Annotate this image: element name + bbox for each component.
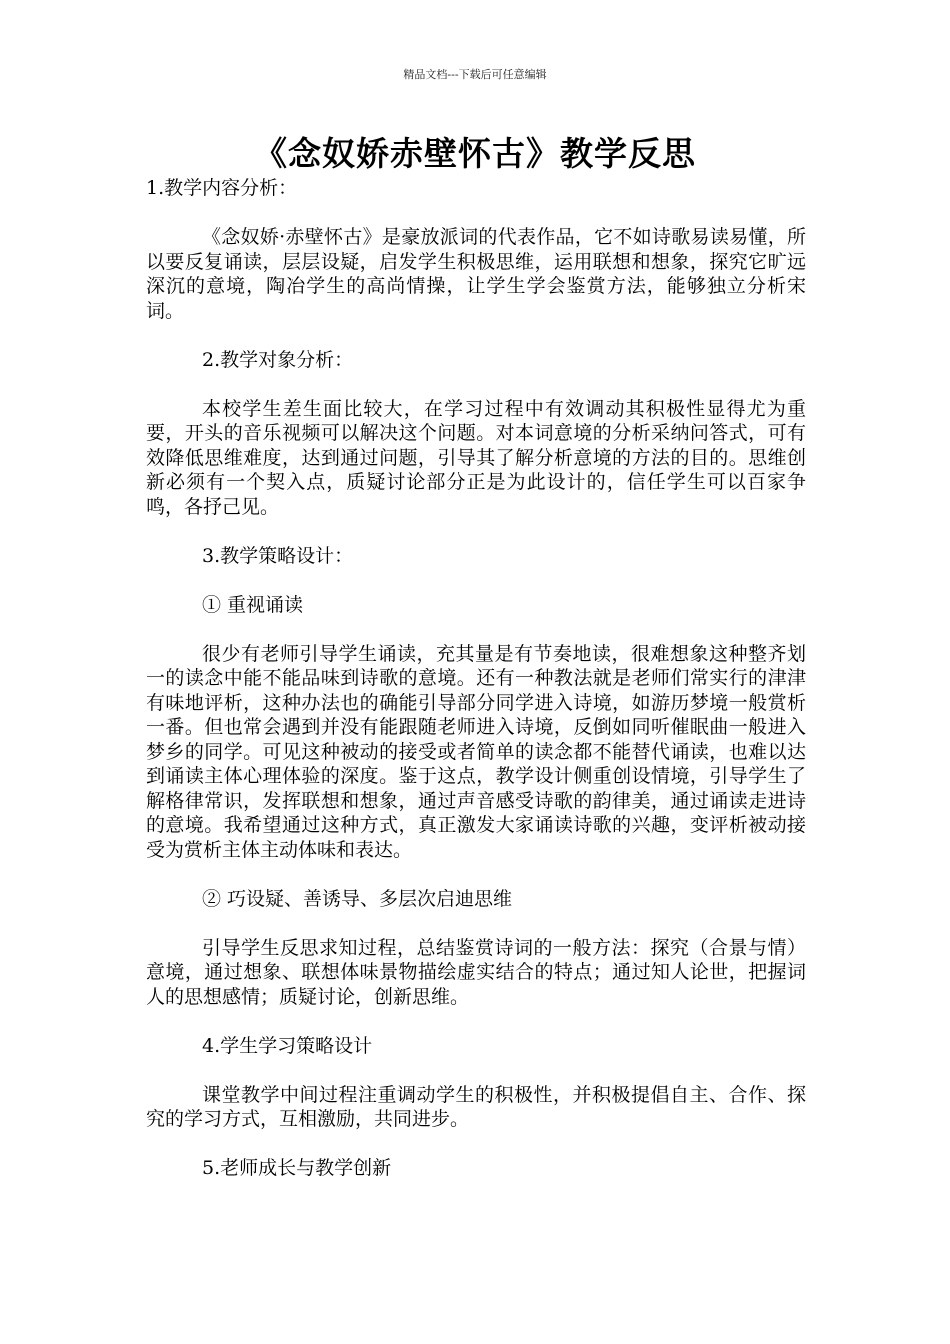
section-heading-content-analysis: 1.教学内容分析： [146, 177, 298, 199]
section-heading-audience-analysis: 2.教学对象分析： [202, 348, 354, 371]
document-title: 《念奴娇赤壁怀古》教学反思 [254, 134, 696, 173]
section-heading-teacher-growth: 5.老师成长与教学创新 [202, 1157, 392, 1179]
subheading-recitation: ① 重视诵读 [202, 593, 304, 616]
paragraph-content-analysis: 《念奴娇·赤壁怀古》是豪放派词的代表作品，它不如诗歌易读易懂，所以要反复诵读，层层设疑，启发学生积极思维，运用联想和想象，探究它旷远深沉的意境，陶冶学生的高尚情操，让学生学会鉴赏方法，能够独立分析宋词。 [146, 226, 806, 322]
page-header: 精品文档---下载后可任意编辑 [403, 68, 547, 81]
paragraph-recitation: 很少有老师引导学生诵读，充其量是有节奏地读，很难想象这种整齐划一的读念中能不能品味到诗歌的意境。还有一种教法就是老师们常实行的津津有味地评析，这种办法也的确能引导部分同学进入诗境，如游历梦境一般赏析一番。但也常会遇到并没有能跟随老师进入诗境，反倒如同听催眠曲一般进入梦乡的同学。可见这种被动的接受或者简单的读念都不能替代诵读，也难以达到诵读主体心理体验的深度。鉴于这点，教学设计侧重创设情境，引导学生了解格律常识，发挥联想和想象，通过声音感受诗歌的韵律美，通过诵读走进诗的意境。我希望通过这种方式，真正激发大家诵读诗歌的兴趣，变评析被动接受为赏析主体主动体味和表达。 [146, 642, 806, 861]
document-body [146, 176, 806, 1181]
section-heading-strategy-design: 3.教学策略设计： [202, 544, 354, 567]
subheading-questioning: ② 巧设疑、善诱导、多层次启迪思维 [202, 887, 513, 910]
paragraph-audience-analysis: 本校学生差生面比较大，在学习过程中有效调动其积极性显得尤为重要，开头的音乐视频可以解决这个问题。对本词意境的分析采纳问答式，可有效降低思维难度，达到通过问题，引导其了解分析意境的方法的目的。思维创新必须有一个契入点，质疑讨论部分正是为此设计的，信任学生可以百家争鸣，各抒己见。 [146, 397, 806, 518]
paragraph-learning-strategy: 课堂教学中间过程注重调动学生的积极性，并积极提倡自主、合作、探究的学习方式，互相激励，共同进步。 [146, 1083, 806, 1130]
paragraph-questioning: 引导学生反思求知过程，总结鉴赏诗词的一般方法：探究（合景与情）意境，通过想象、联想体味景物描绘虚实结合的特点；通过知人论世，把握词人的思想感情；质疑讨论，创新思维。 [146, 936, 806, 1008]
section-heading-learning-strategy: 4.学生学习策略设计 [202, 1034, 373, 1057]
